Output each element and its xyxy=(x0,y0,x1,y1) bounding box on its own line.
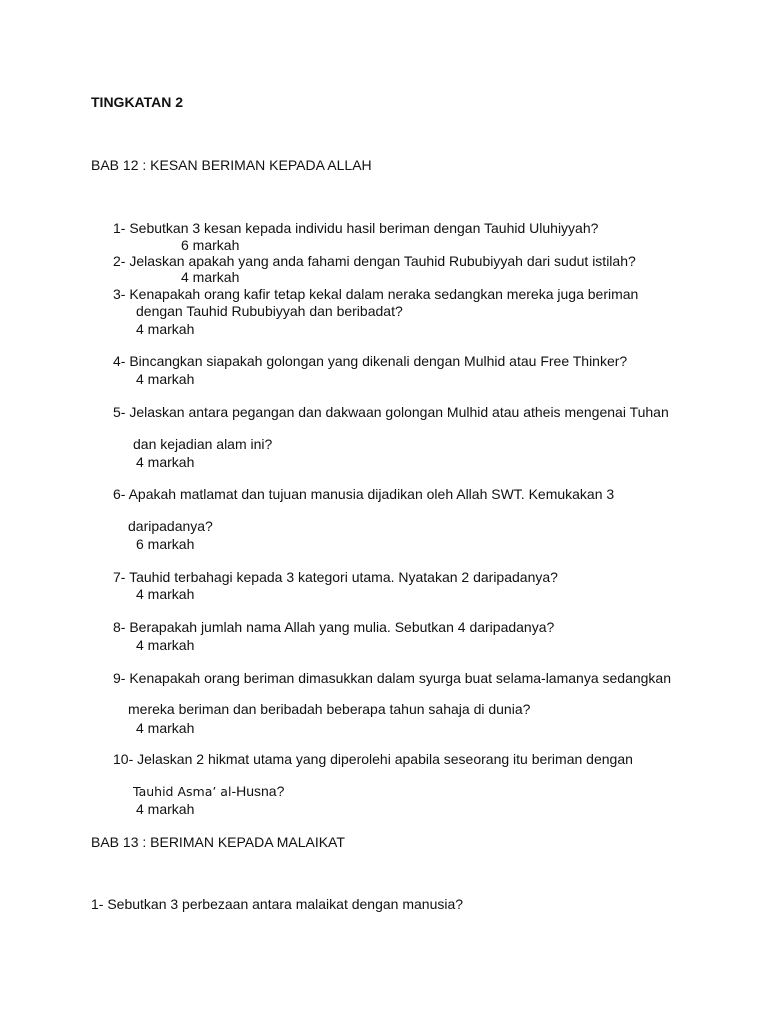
bab12-q6-marks: 6 markah xyxy=(136,536,195,552)
bab12-q10-line1: 10- Jelaskan 2 hikmat utama yang diperolehi apabila seseorang itu beriman dengan xyxy=(113,751,633,767)
bab12-q9-marks: 4 markah xyxy=(136,720,195,736)
bab13-q1-text: 1- Sebutkan 3 perbezaan antara malaikat dengan manusia? xyxy=(91,896,464,912)
bab12-q3-marks: 4 markah xyxy=(136,321,195,337)
bab12-q1-text: 1- Sebutkan 3 kesan kepada individu hasil beriman dengan Tauhid Uluhiyyah? xyxy=(113,220,599,236)
bab12-q10-line2-part1: Tauhid Asma’ al xyxy=(133,784,232,799)
bab12-heading: BAB 12 : KESAN BERIMAN KEPADA ALLAH xyxy=(91,157,372,173)
bab12-q6-line2: daripadanya? xyxy=(128,518,213,534)
bab12-q3-line1: 3- Kenapakah orang kafir tetap kekal dalam neraka sedangkan mereka juga beriman xyxy=(113,286,639,302)
bab12-q5-marks: 4 markah xyxy=(136,454,195,470)
bab12-q4-marks: 4 markah xyxy=(136,371,195,387)
bab12-q8-marks: 4 markah xyxy=(136,637,195,653)
bab12-q9-line1: 9- Kenapakah orang beriman dimasukkan dalam syurga buat selama-lamanya sedangkan xyxy=(113,670,671,686)
bab12-q4-text: 4- Bincangkan siapakah golongan yang dikenali dengan Mulhid atau Free Thinker? xyxy=(113,353,628,369)
bab13-heading: BAB 13 : BERIMAN KEPADA MALAIKAT xyxy=(91,834,345,850)
page-title: TINGKATAN 2 xyxy=(91,94,184,110)
bab12-q10-marks: 4 markah xyxy=(136,801,195,817)
bab12-q5-line2: dan kejadian alam ini? xyxy=(133,436,273,452)
bab12-q6-line1: 6- Apakah matlamat dan tujuan manusia dijadikan oleh Allah SWT. Kemukakan 3 xyxy=(113,486,615,502)
bab12-q2-text: 2- Jelaskan apakah yang anda fahami dengan Tauhid Rububiyyah dari sudut istilah? xyxy=(113,253,636,269)
bab12-q3-line2: dengan Tauhid Rububiyyah dan beribadat? xyxy=(136,303,403,319)
bab12-q7-marks: 4 markah xyxy=(136,586,195,602)
bab12-q8-text: 8- Berapakah jumlah nama Allah yang mulia. Sebutkan 4 daripadanya? xyxy=(113,619,555,635)
bab12-q9-line2: mereka beriman dan beribadah beberapa tahun sahaja di dunia? xyxy=(128,701,531,717)
bab12-q10-line2-part2: -Husna? xyxy=(231,783,285,799)
bab12-q5-line1: 5- Jelaskan antara pegangan dan dakwaan golongan Mulhid atau atheis mengenai Tuhan xyxy=(113,404,669,420)
bab12-q10-line2 xyxy=(133,783,284,800)
bab12-q7-text: 7- Tauhid terbahagi kepada 3 kategori utama. Nyatakan 2 daripadanya? xyxy=(113,569,558,585)
bab12-q1-marks: 6 markah xyxy=(181,237,240,253)
bab12-q2-marks: 4 markah xyxy=(181,269,240,285)
